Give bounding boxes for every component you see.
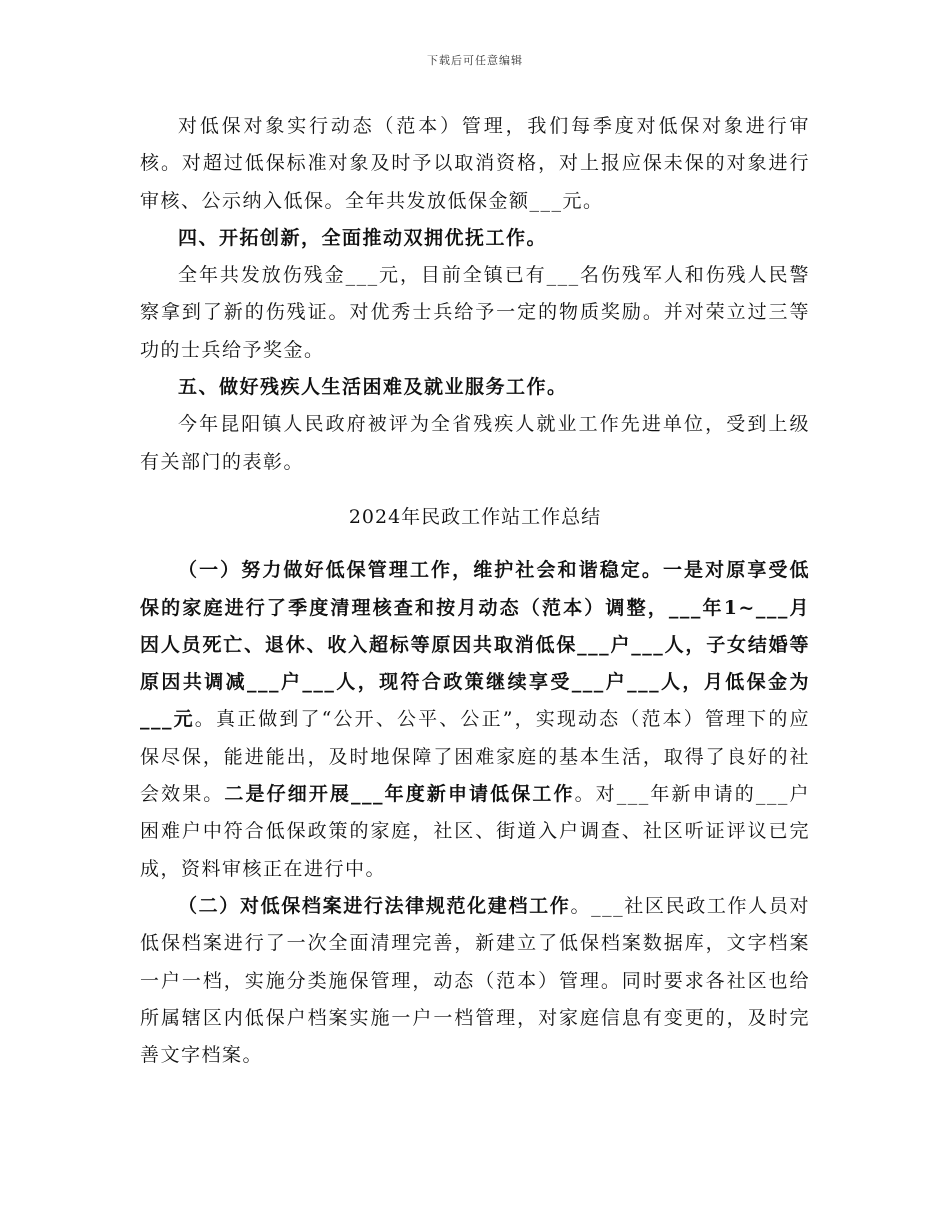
part1-bold-second: 二是仔细开展___年度新申请低保工作 [224, 783, 575, 806]
section5-heading: 五、做好残疾人生活困难及就业服务工作。 [178, 376, 568, 399]
page-header: 下载后可任意编辑 [427, 54, 523, 67]
document-title: 2024年民政工作站工作总结 [348, 505, 602, 528]
part2-bold-lead: （二）对低保档案进行法律规范化建档工作 [178, 894, 571, 917]
document-body [140, 108, 810, 1074]
part1-bold-lead: （一）努力做好低保管理工作，维护社会和谐稳定。一是对原享受低保的家庭进行了季度清理核查和按月动态（范本）调整，___年1~___月因人员死亡、退休、收入超标等原因共取消低保___户___人，子女结婚等原因共调减___户___人，现符合政策继续享受___户___人，月低保金为___元 [140, 559, 810, 731]
part1-paragraph [140, 552, 810, 888]
section5-paragraph: 今年昆阳镇人民政府被评为全省残疾人就业工作先进单位，受到上级有关部门的表彰。 [140, 413, 810, 473]
section4-heading: 四、开拓创新，全面推动双拥优抚工作。 [178, 226, 548, 249]
section4-paragraph: 全年共发放伤残金___元，目前全镇已有___名伤残军人和伤残人民警察拿到了新的伤残证。对优秀士兵给予一定的物质奖励。并对荣立过三等功的士兵给予奖金。 [140, 264, 810, 361]
part1-text: 。真正做到了“公开、公平、公正”，实现动态（范本）管理下的应保尽保，能进能出，及时地保障了困难家庭的基本生活，取得了良好的社会效果。 [140, 708, 810, 806]
part2-text: 。___社区民政工作人员对低保档案进行了一次全面清理完善，新建立了低保档案数据库，文字档案一户一档，实施分类施保管理，动态（范本）管理。同时要求各社区也给所属辖区内低保户档案实施一户一档管理，对家庭信息有变更的，及时完善文字档案。 [140, 894, 810, 1067]
section1-paragraph: 对低保对象实行动态（范本）管理，我们每季度对低保对象进行审核。对超过低保标准对象及时予以取消资格，对上报应保未保的对象进行审核、公示纳入低保。全年共发放低保金额___元。 [140, 115, 810, 212]
part1-text-second: 。对___年新申请的___户困难户中符合低保政策的家庭，社区、街道入户调查、社区听证评议已完成，资料审核正在进行中。 [140, 783, 810, 880]
part2-paragraph [140, 888, 810, 1074]
